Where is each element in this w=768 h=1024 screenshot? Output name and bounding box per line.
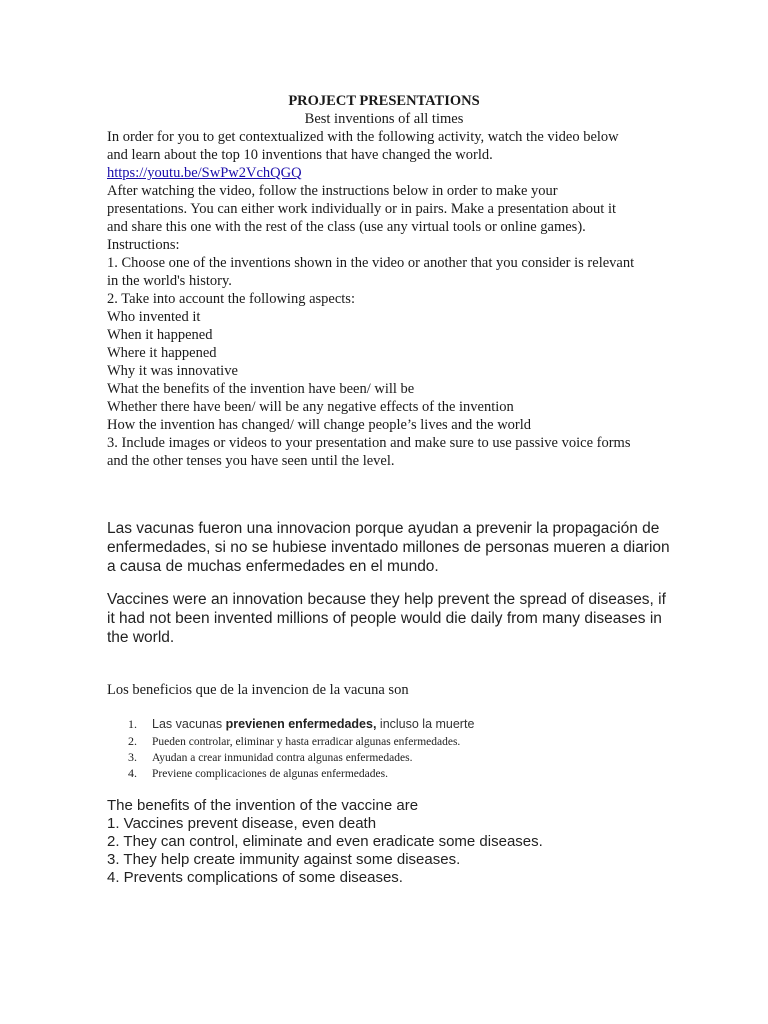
aspect-item: When it happened bbox=[107, 327, 213, 343]
spanish-paragraph bbox=[107, 519, 670, 576]
paragraph-line: Vaccines were an innovation because they help prevent the spread of diseases, if bbox=[107, 591, 666, 608]
list-item bbox=[128, 749, 474, 765]
instructions-block bbox=[107, 128, 667, 470]
benefits-heading-en: The benefits of the invention of the vaccine are bbox=[107, 797, 419, 814]
instruction-line: in the world's history. bbox=[107, 273, 232, 289]
benefits-list-es bbox=[128, 715, 474, 781]
paragraph-line: Las vacunas fueron una innovacion porque ayudan a prevenir la propagación de bbox=[107, 520, 660, 537]
page-title: PROJECT PRESENTATIONS bbox=[288, 93, 480, 109]
list-item bbox=[128, 765, 474, 781]
aspect-item: Where it happened bbox=[107, 345, 217, 361]
benefit-item: 2. They can control, eliminate and even eradicate some diseases. bbox=[107, 833, 543, 850]
paragraph-line: a causa de muchas enfermedades en el mundo. bbox=[107, 558, 439, 575]
page-subtitle: Best inventions of all times bbox=[304, 111, 464, 127]
list-text: Las vacunas bbox=[152, 717, 226, 731]
benefits-heading-es: Los beneficios que de la invencion de la vacuna son bbox=[107, 682, 409, 698]
intro-line: In order for you to get contextualized with the following activity, watch the video below bbox=[107, 129, 619, 145]
video-link[interactable]: https://youtu.be/SwPw2VchQGQ bbox=[107, 165, 302, 181]
benefits-block-en bbox=[107, 797, 667, 887]
aspect-item: Who invented it bbox=[107, 309, 201, 325]
list-text: Previene complicaciones de algunas enfermedades. bbox=[152, 768, 388, 780]
instruction-line: 3. Include images or videos to your presentation and make sure to use passive voice forms bbox=[107, 435, 631, 451]
list-item bbox=[128, 733, 474, 749]
instruction-line: 2. Take into account the following aspects: bbox=[107, 291, 355, 307]
benefit-item: 3. They help create immunity against some diseases. bbox=[107, 851, 461, 868]
list-text-bold: previenen enfermedades, bbox=[225, 717, 377, 731]
list-text: incluso la muerte bbox=[376, 717, 475, 731]
list-item bbox=[128, 715, 474, 733]
aspect-item: Whether there have been/ will be any negative effects of the invention bbox=[107, 399, 514, 415]
aspect-item: What the benefits of the invention have been/ will be bbox=[107, 381, 415, 397]
benefit-item: 4. Prevents complications of some diseases. bbox=[107, 869, 403, 886]
paragraph-line: it had not been invented millions of people would die daily from many diseases in bbox=[107, 610, 662, 627]
instructions-label: Instructions: bbox=[107, 237, 180, 253]
paragraph-line: enfermedades, si no se hubiese inventado millones de personas mueren a diarion bbox=[107, 539, 670, 556]
list-number: 4. bbox=[128, 766, 137, 780]
aspect-item: How the invention has changed/ will change people’s lives and the world bbox=[107, 417, 532, 433]
instruction-line: presentations. You can either work individually or in pairs. Make a presentation about it bbox=[107, 201, 617, 217]
instruction-line: After watching the video, follow the instructions below in order to make your bbox=[107, 183, 558, 199]
list-number: 3. bbox=[128, 750, 137, 764]
english-paragraph bbox=[107, 590, 667, 647]
instruction-line: and share this one with the rest of the class (use any virtual tools or online games). bbox=[107, 219, 586, 235]
instruction-line: 1. Choose one of the inventions shown in the video or another that you consider is relevant bbox=[107, 255, 635, 271]
instruction-line: and the other tenses you have seen until the level. bbox=[107, 453, 395, 469]
list-number: 1. bbox=[128, 717, 137, 731]
list-text: Pueden controlar, eliminar y hasta erradicar algunas enfermedades. bbox=[152, 736, 461, 748]
intro-line: and learn about the top 10 inventions that have changed the world. bbox=[107, 147, 493, 163]
list-number: 2. bbox=[128, 734, 137, 748]
list-text: Ayudan a crear inmunidad contra algunas enfermedades. bbox=[152, 752, 413, 764]
aspect-item: Why it was innovative bbox=[107, 363, 238, 379]
paragraph-line: the world. bbox=[107, 629, 175, 646]
benefit-item: 1. Vaccines prevent disease, even death bbox=[107, 815, 377, 832]
